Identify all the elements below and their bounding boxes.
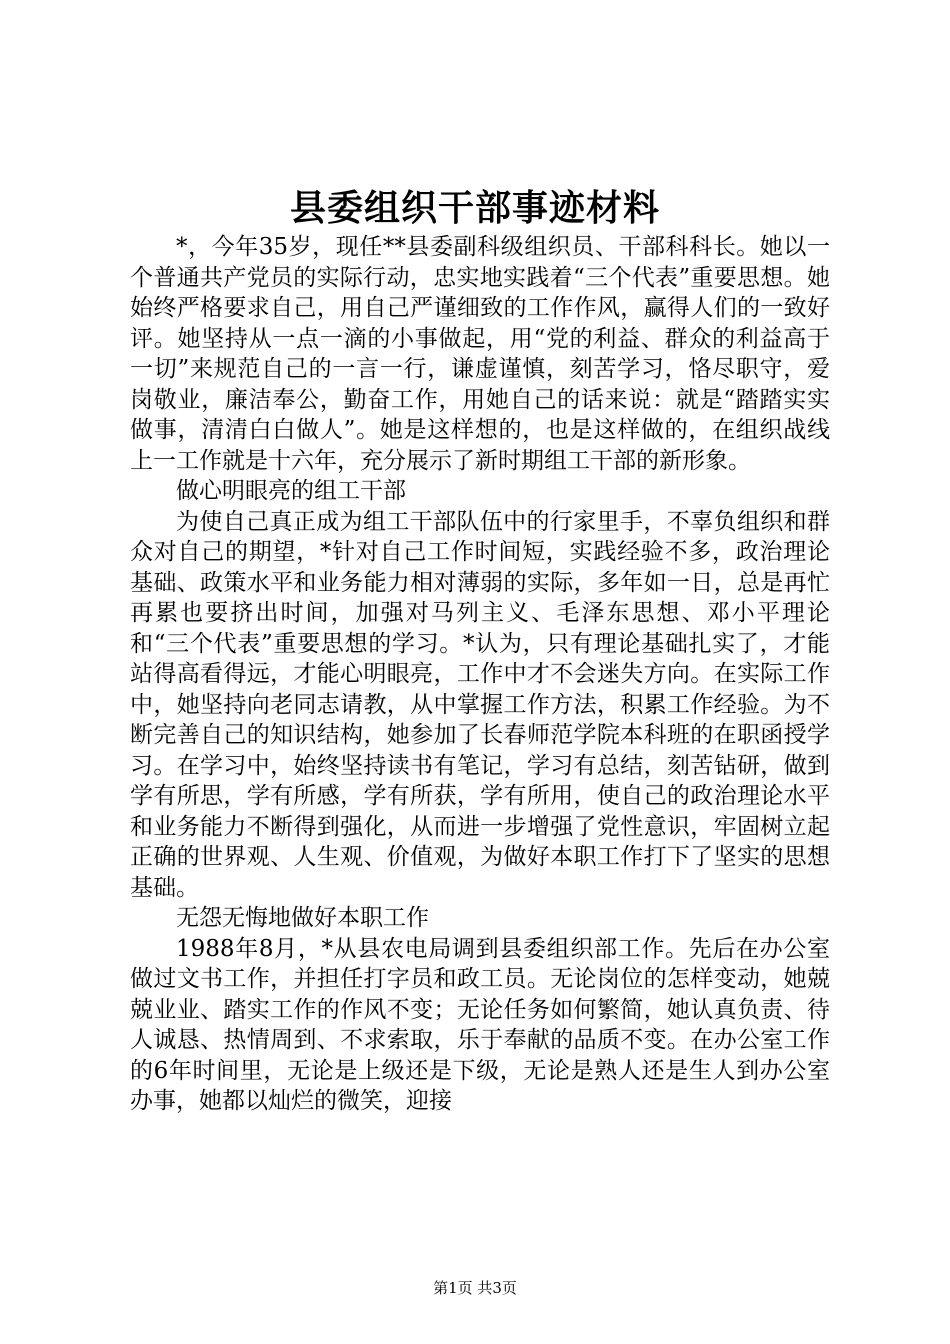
paragraph-section-2: 1988年8月，*从县农电局调到县委组织部工作。先后在办公室做过文书工作，并担任打字员和政工员。无论岗位的怎样变动，她兢兢业业、踏实工作的作风不变；无论任务如何繁简，她认真负责、待人诚恳、热情周到、不求索取，乐于奉献的品质不变。在办公室工作的6年时间里，无论是上级还是下级，无论是熟人还是生人到办公室办事，她都以灿烂的微笑，迎接 <box>130 935 830 1114</box>
document-title: 县委组织干部事迹材料 <box>289 187 660 229</box>
page-footer: 第1页 共3页 <box>433 1279 517 1297</box>
section-heading-1: 做心明眼亮的组工干部 <box>176 478 406 504</box>
paragraph-intro: *，今年35岁，现任**县委副科级组织员、干部科科长。她以一个普通共产党员的实际行动，忠实地实践着“三个代表”重要思想。她始终严格要求自己，用自己严谨细致的工作作风，赢得人们的一致好评。她坚持从一点一滴的小事做起，用“党的利益、群众的利益高于一切”来规范自己的一言一行，谦虚谨慎，刻苦学习，恪尽职守，爱岗敬业，廉洁奉公，勤奋工作，用她自己的话来说：就是“踏踏实实做事，清清白白做人”。她是这样想的，也是这样做的，在组织战线上一工作就是十六年，充分展示了新时期组工干部的新形象。 <box>130 234 830 474</box>
paragraph-section-1: 为使自己真正成为组工干部队伍中的行家里手，不辜负组织和群众对自己的期望，*针对自己工作时间短，实践经验不多，政治理论基础、政策水平和业务能力相对薄弱的实际，多年如一日，总是再忙再累也要挤出时间，加强对马列主义、毛泽东思想、邓小平理论和“三个代表”重要思想的学习。*认为，只有理论基础扎实了，才能站得高看得远，才能心明眼亮，工作中才不会迷失方向。在实际工作中，她坚持向老同志请教，从中掌握工作方法，积累工作经验。为不断完善自己的知识结构，她参加了长春师范学院本科班的在职函授学习。在学习中，始终坚持读书有笔记，学习有总结，刻苦钻研，做到学有所思，学有所感，学有所获，学有所用，使自己的政治理论水平和业务能力不断得到强化，从而进一步增强了党性意识，牢固树立起正确的世界观、人生观、价值观，为做好本职工作打下了坚实的思想基础。 <box>130 508 830 901</box>
section-heading-2: 无怨无悔地做好本职工作 <box>176 905 429 931</box>
document-body <box>130 232 830 1117</box>
